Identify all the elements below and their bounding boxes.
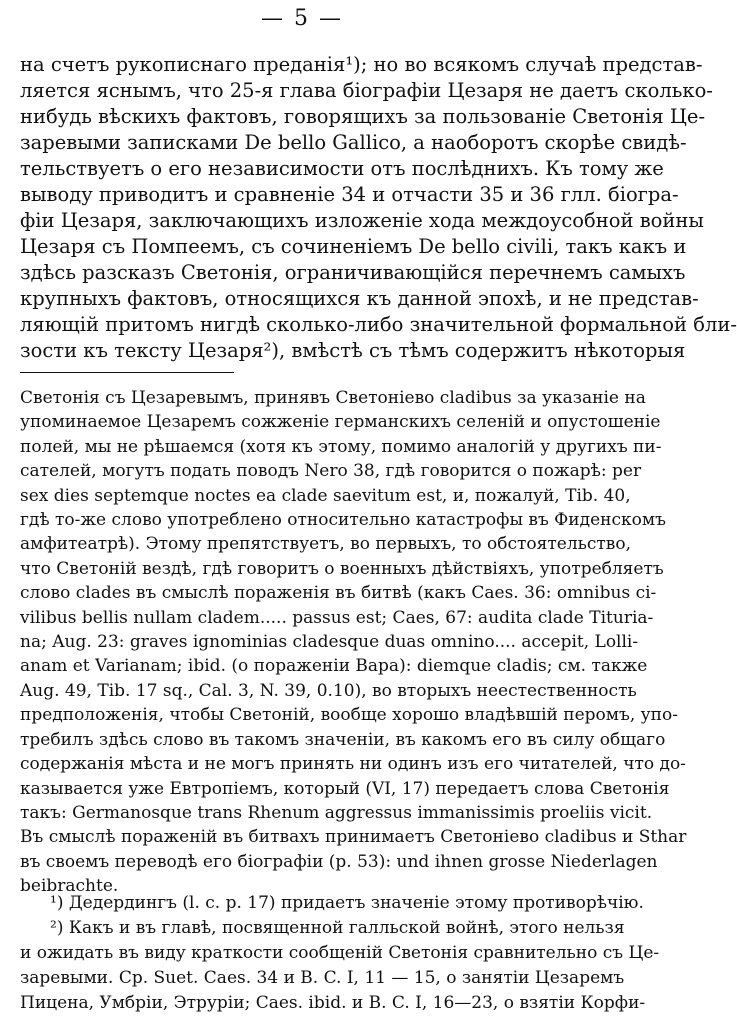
main-text (20, 52, 737, 364)
text-line: тельствуетъ о его независимости отъ послѣднихъ. Къ тому же (20, 157, 664, 180)
note-line: амфитеатрѣ). Этому препятствуетъ, во первыхъ, то обстоятельство, (20, 534, 632, 555)
note-line: гдѣ то-же слово употреблено относительно катастрофы въ Фиденскомъ (20, 510, 666, 531)
text-line: здѣсь разсказъ Светонія, ограничивающійся перечнемъ самыхъ (20, 261, 686, 284)
note-line: vilibus bellis nullam cladem..... passus est; Caes, 67: audita clade Tituria- (20, 607, 654, 628)
text-line: на счетъ рукописнаго преданія¹); но во всякомъ случаѣ представ- (20, 53, 703, 76)
text-line: зости къ тексту Цезаря²), вмѣстѣ съ тѣмъ содержитъ нѣкоторыя (20, 339, 686, 362)
note-line: сателей, могутъ подать поводъ Nero 38, гдѣ говорится о пожарѣ: per (20, 461, 642, 482)
note-line: слово clades въ смыслѣ пораженія въ битвѣ (какъ Caes. 36: omnibus ci- (20, 583, 657, 604)
text-line: заревыми записками De bello Gallico, а наоборотъ скорѣе свидѣ- (20, 131, 687, 154)
note-line: полей, мы не рѣшаемся (хотя къ этому, помимо аналогій у другихъ пи- (20, 436, 662, 457)
note-line: Aug. 49, Tib. 17 sq., Cal. 3, N. 39, 0.10), во вторыхъ неестественность (20, 680, 637, 701)
footnote-line: и ожидать въ виду краткости сообщеній Светонія сравнительно съ Це- (20, 943, 660, 963)
note-line: na; Aug. 23: graves ignominias cladesque duas omnino.... accepit, Lolli- (20, 632, 639, 653)
footnote-divider (20, 372, 234, 373)
note-line: требилъ здѣсь слово въ такомъ значеніи, въ какомъ его въ силу общаго (20, 729, 666, 750)
text-line: ляется яснымъ, что 25-я глава біографіи Цезаря не даетъ сколько- (20, 79, 713, 102)
footnote-1 (20, 891, 644, 916)
footnote-line: Пицена, Умбріи, Этруріи; Caes. ibid. и B. C. I, 16—23, о взятіи Корфи- (20, 993, 646, 1013)
text-line: выводу приводитъ и сравненіе 34 и отчасти 35 и 36 глл. біогра- (20, 183, 679, 206)
footnotes (20, 891, 660, 1016)
text-line: нибудь вѣскихъ фактовъ, говорящихъ за пользованіе Светонія Це- (20, 105, 706, 128)
text-line: Цезаря съ Помпеемъ, съ сочиненіемъ De bello civili, такъ какъ и (20, 235, 687, 258)
note-line: въ своемъ переводѣ его біографіи (p. 53): und ihnen grosse Niederlagen (20, 851, 658, 872)
note-line: Въ смыслѣ пораженій въ битвахъ принимаетъ Светоніево cladibus и Sthar (20, 827, 687, 848)
footnote-marker: ¹) (50, 893, 64, 913)
page-number: — 5 — (261, 6, 343, 31)
note-line: содержанія мѣста и не могъ принять ни одинъ изъ его читателей, что до- (20, 754, 686, 775)
note-line: казывается уже Евтропіемъ, который (VI, 17) передаетъ слова Светонія (20, 778, 670, 799)
footnote-marker: ²) (50, 918, 64, 938)
note-line: упоминаемое Цезаремъ сожженіе германскихъ селеній и опустошеніе (20, 412, 661, 433)
note-line: Светонія съ Цезаревымъ, принявъ Светоніево cladibus за указаніе на (20, 388, 646, 408)
text-line: фіи Цезаря, заключающихъ изложеніе хода междоусобной войны (20, 209, 704, 232)
text-line: крупныхъ фактовъ, относящихся къ данной эпохѣ, и не представ- (20, 287, 699, 310)
footnote-text: Какъ и въ главѣ, посвященной галльской войнѣ, этого нельзя (68, 918, 625, 938)
note-line: такъ: Germanosque trans Rhenum aggressus immanissimis proeliis vicit. (20, 802, 653, 823)
note-line: sex dies septemque noctes ea clade saevitum est, и, пожалуй, Tib. 40, (20, 485, 631, 506)
footnote-text: Дедердингъ (l. c. p. 17) придаетъ значеніе этому противорѣчію. (68, 893, 644, 913)
note-line: beibrachte. (20, 876, 119, 897)
text-line: ляющій притомъ нигдѣ сколько-либо значительной формальной бли- (20, 313, 737, 336)
footnote-line: заревыми. Ср. Suet. Caes. 34 и B. C. I, 11 — 15, о занятіи Цезаремъ (20, 968, 625, 988)
note-line: предположенія, чтобы Светоній, вообще хорошо владѣвшій перомъ, упо- (20, 705, 678, 726)
footnote-2 (20, 916, 625, 941)
continued-footnote (20, 386, 687, 899)
note-line: что Светоній вездѣ, гдѣ говоритъ о военныхъ дѣйствіяхъ, употребляетъ (20, 558, 664, 579)
note-line: anam et Varianam; ibid. (о пораженіи Вара): diemque cladis; см. также (20, 656, 648, 677)
